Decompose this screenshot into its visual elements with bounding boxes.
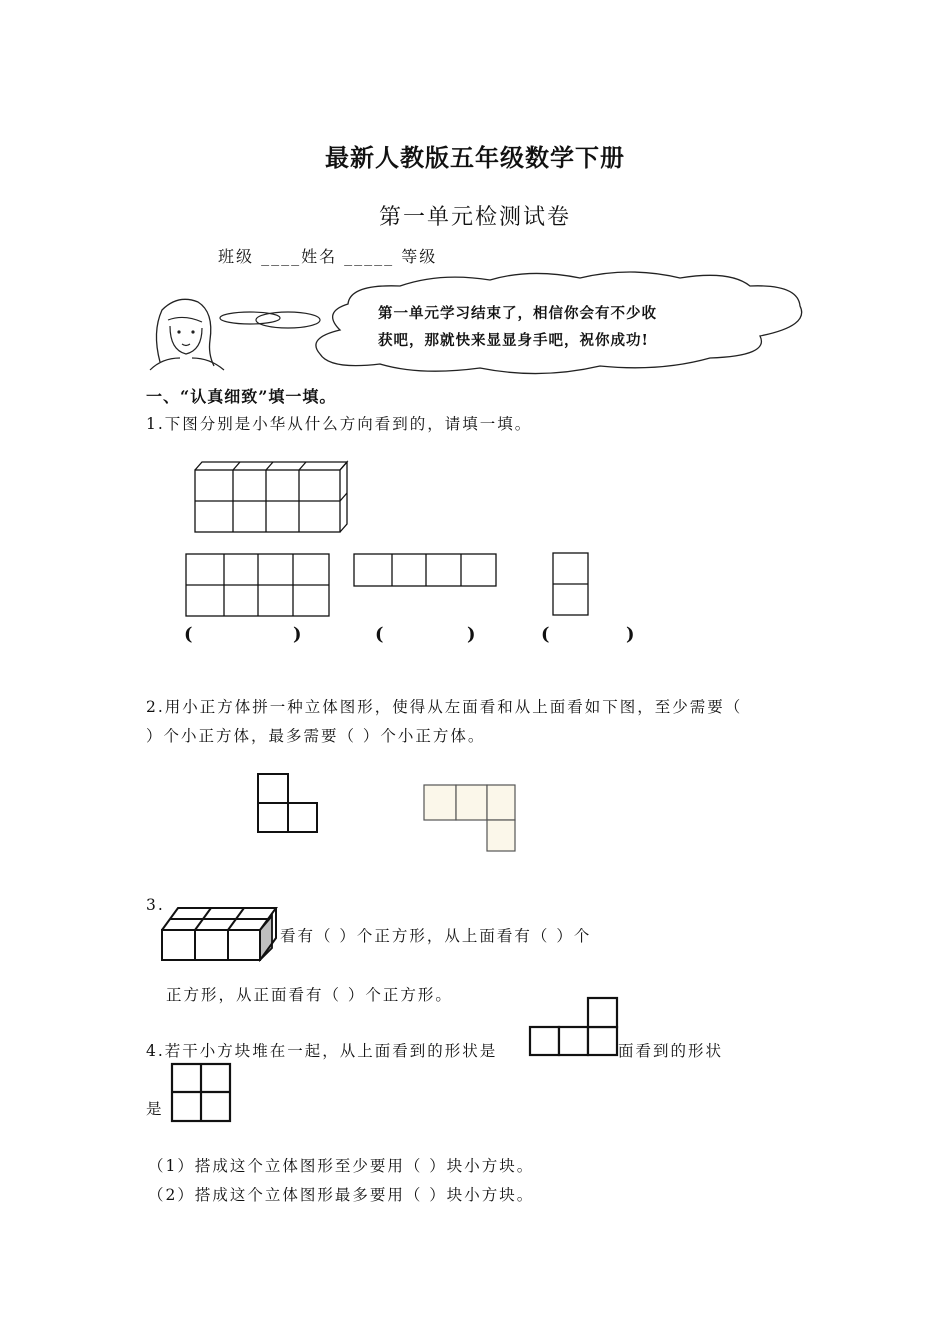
front-shape-figure bbox=[170, 1062, 234, 1124]
cuboid-row-figure bbox=[160, 904, 282, 962]
answer-blank-close: ) bbox=[467, 624, 476, 645]
speech-bubble-line: 第一单元学习结束了，相信你会有不少收 bbox=[378, 305, 657, 322]
section-heading: 一、“认真细致”填一填。 bbox=[146, 387, 337, 406]
question-3-line2: 正方形，从正面看有（ ）个正方形。 bbox=[166, 986, 453, 1004]
answer-blank-open: ( bbox=[184, 624, 193, 645]
speech-bubble-line: 获吧，那就快来显显身手吧，祝你成功! bbox=[378, 332, 649, 349]
question-2-line1: 2.用小正方体拼一种立体图形，使得从左面看和从上面看如下图，至少需要（ bbox=[146, 698, 743, 716]
question-4-line2: 是 bbox=[146, 1100, 164, 1118]
view-side-grid bbox=[552, 552, 592, 618]
question-4-line1b: 面看到的形状 bbox=[618, 1042, 724, 1060]
question-4-sub2: （2）搭成这个立体图形最多要用（ ）块小方块。 bbox=[148, 1186, 535, 1204]
top-view-figure bbox=[422, 783, 520, 855]
student-info-line: 班级 ____姓名 _____ 等级 bbox=[218, 247, 438, 266]
answer-blank-close: ) bbox=[626, 624, 635, 645]
left-view-figure bbox=[256, 772, 320, 836]
speech-bubble-text bbox=[378, 300, 708, 354]
question-1-text: 1.下图分别是小华从什么方向看到的，请填一填。 bbox=[146, 415, 533, 433]
answer-blank-close: ) bbox=[293, 624, 302, 645]
question-2-line2: ）个小正方体，最多需要（ ）个小正方体。 bbox=[146, 727, 486, 745]
cuboid-3d-figure bbox=[190, 460, 350, 536]
question-4-sub1: （1）搭成这个立体图形至少要用（ ）块小方块。 bbox=[148, 1157, 535, 1175]
answer-blank-open: ( bbox=[541, 624, 550, 645]
question-3-number: 3. bbox=[146, 896, 165, 914]
page-subtitle: 第一单元检测试卷 bbox=[378, 205, 571, 230]
question-3-line1: 看有（ ）个正方形，从上面看有（ ）个 bbox=[280, 927, 592, 945]
answer-blank-open: ( bbox=[375, 624, 384, 645]
top-shape-figure bbox=[528, 996, 622, 1058]
question-4-line1a: 4.若干小方块堆在一起，从上面看到的形状是 bbox=[146, 1042, 498, 1060]
page-title: 最新人教版五年级数学下册 bbox=[325, 143, 625, 172]
view-top-grid bbox=[353, 553, 499, 589]
view-front-grid bbox=[185, 553, 331, 619]
